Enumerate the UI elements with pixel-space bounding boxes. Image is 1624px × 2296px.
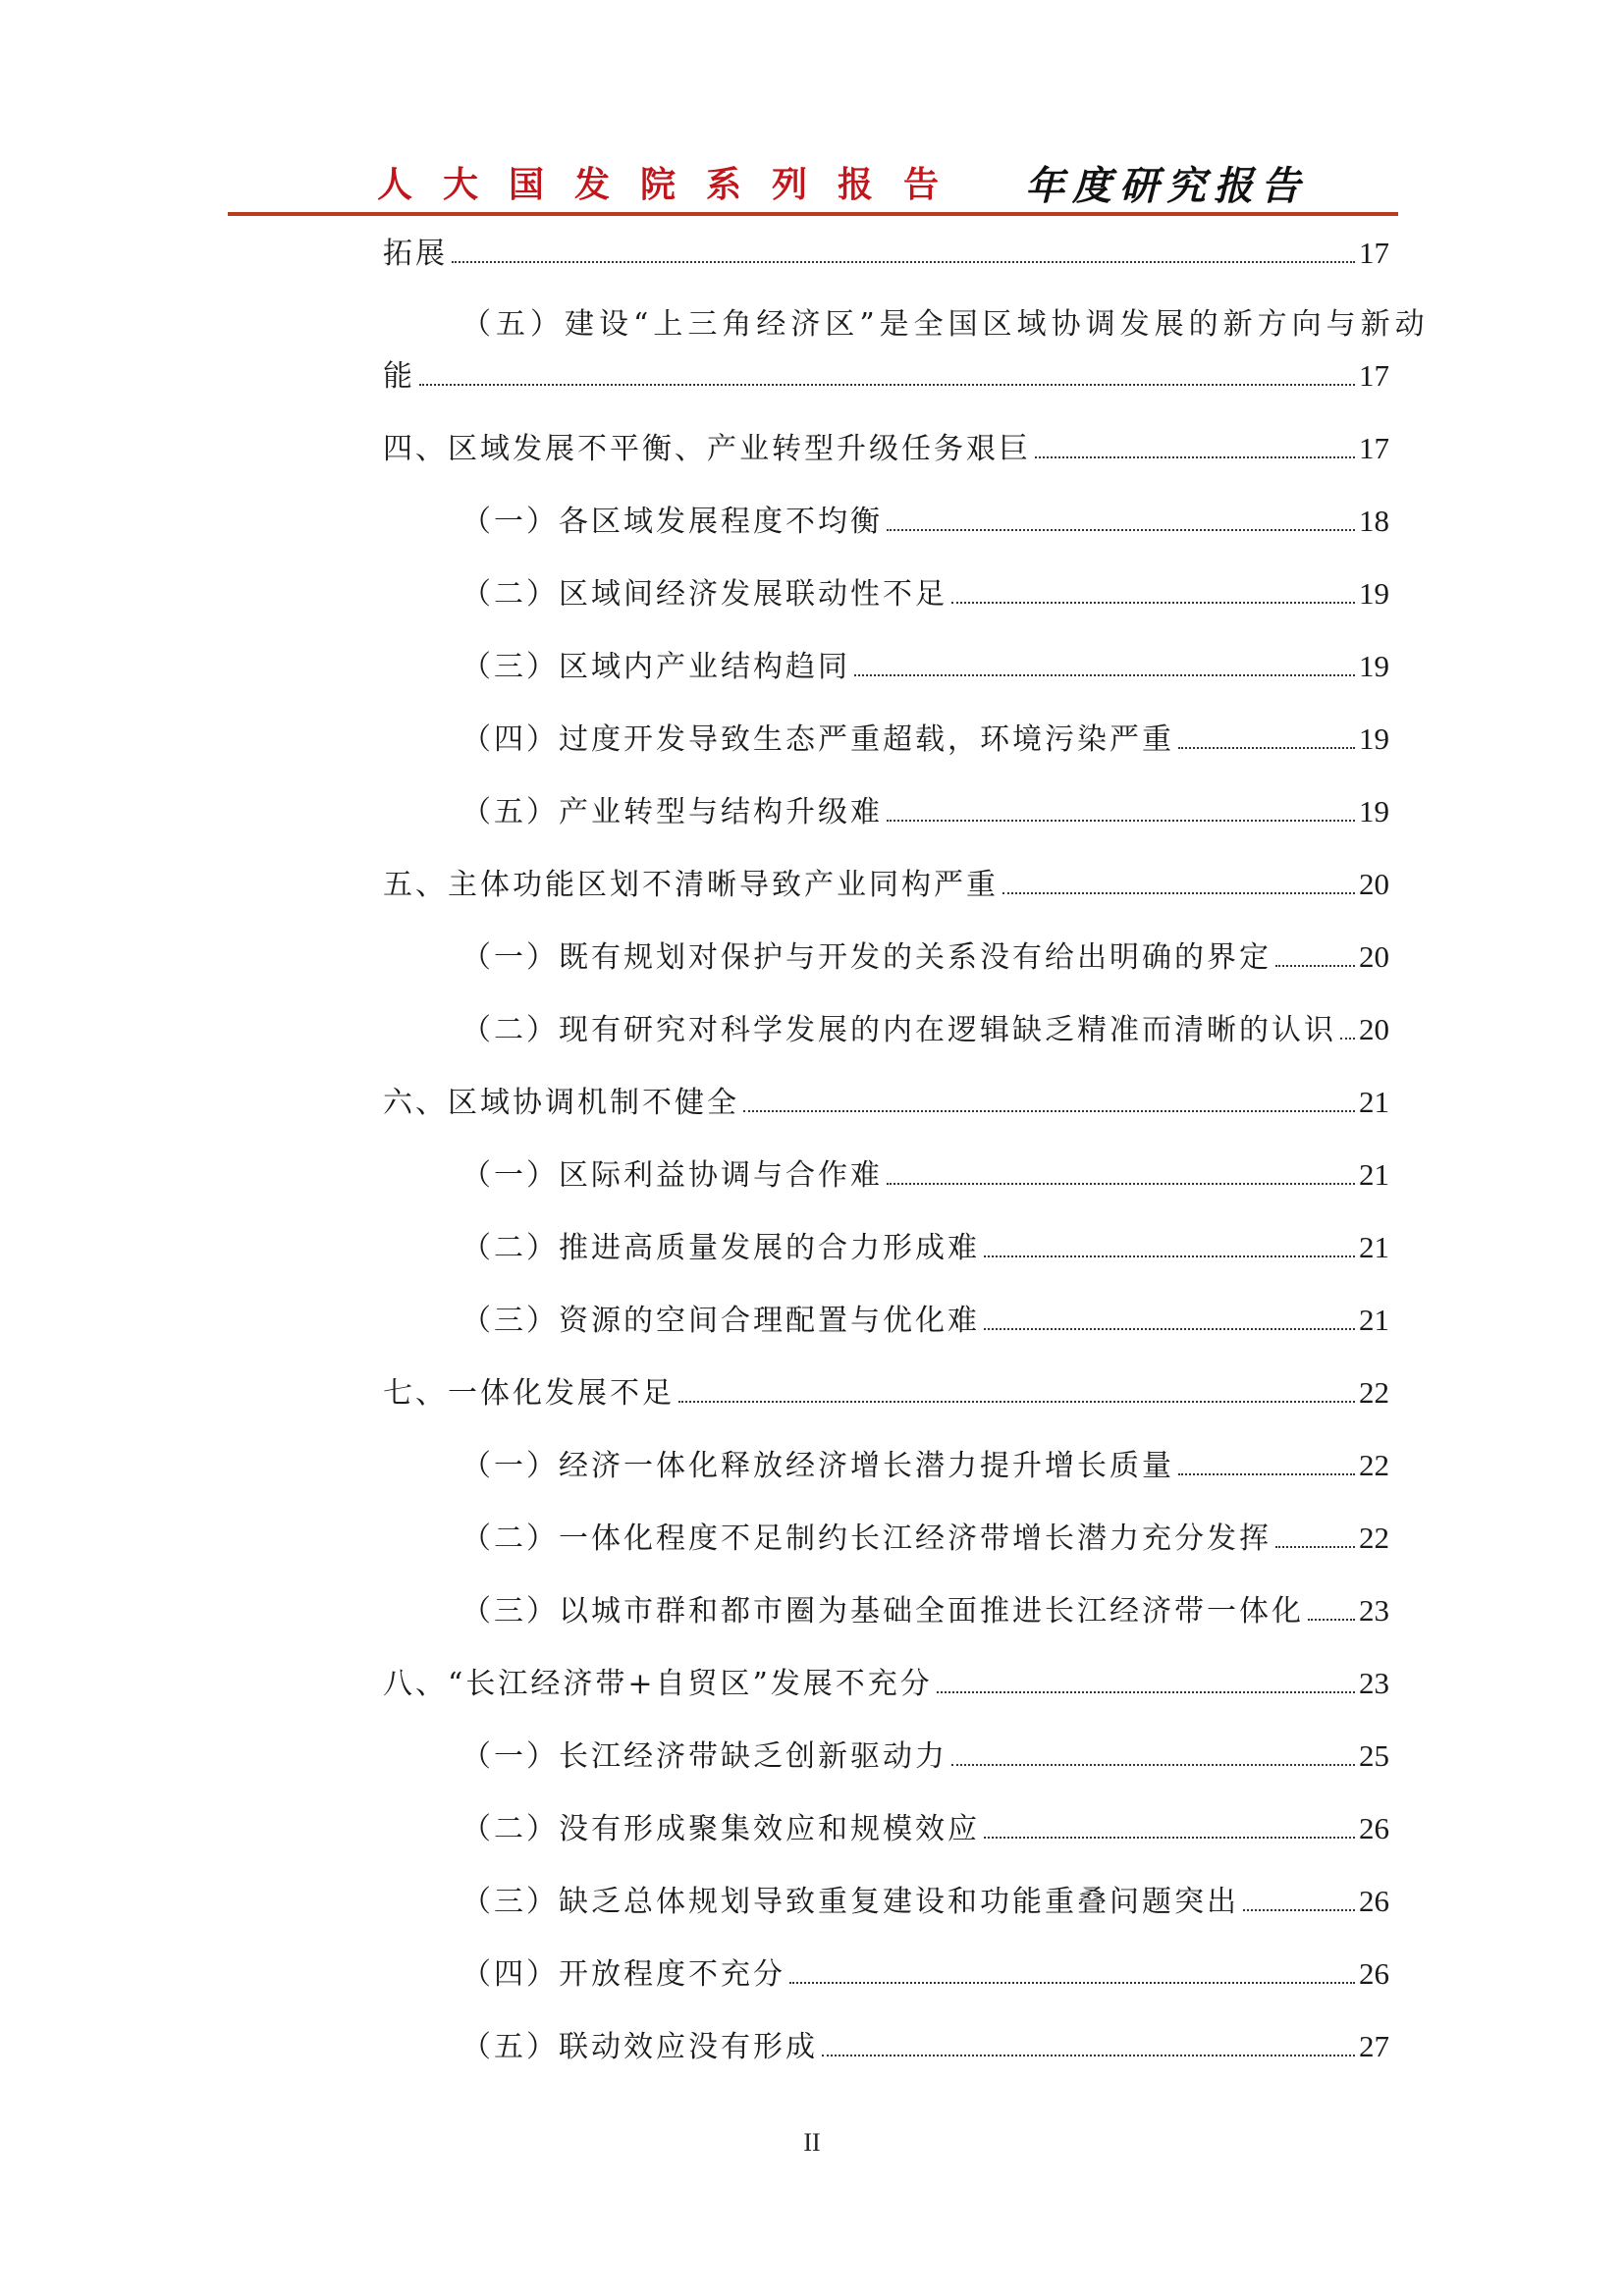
toc-entry-page: 25 bbox=[1359, 1738, 1389, 1773]
toc-entry-title: （三）以城市群和都市圈为基础全面推进长江经济带一体化 bbox=[461, 1594, 1304, 1629]
toc-entry-title: （二）现有研究对科学发展的内在逻辑缺乏精准而清晰的认识 bbox=[461, 1013, 1336, 1047]
toc-entry-title: 四、区域发展不平衡、产业转型升级任务艰巨 bbox=[383, 432, 1031, 466]
toc-entry-title: （三）区域内产业结构趋同 bbox=[461, 650, 850, 684]
toc-entry-page: 17 bbox=[1359, 358, 1389, 393]
toc-entry-page: 21 bbox=[1359, 1157, 1389, 1192]
toc-entry-wrapped-line[interactable]: （五）建设“上三角经济区”是全国区域协调发展的新方向与新动 bbox=[461, 307, 1430, 342]
toc-entry[interactable] bbox=[383, 932, 1389, 984]
dot-leader bbox=[678, 1401, 1355, 1403]
dot-leader bbox=[1275, 1546, 1355, 1548]
toc-entry-page: 19 bbox=[1359, 721, 1389, 756]
toc-entry-title: 八、“长江经济带+自贸区”发展不充分 bbox=[383, 1667, 933, 1701]
table-of-contents bbox=[383, 228, 1430, 2073]
toc-entry-page: 20 bbox=[1359, 1012, 1389, 1046]
toc-entry-title: （二）推进高质量发展的合力形成难 bbox=[461, 1231, 980, 1265]
toc-gap bbox=[383, 1710, 1389, 1731]
dot-leader bbox=[789, 1982, 1355, 1984]
toc-entry-page: 22 bbox=[1359, 1448, 1389, 1482]
toc-gap bbox=[383, 1492, 1389, 1513]
toc-gap bbox=[383, 1419, 1389, 1440]
toc-entry[interactable] bbox=[383, 1295, 1389, 1347]
toc-entry-continuation[interactable] bbox=[383, 228, 1389, 280]
toc-gap bbox=[383, 838, 1389, 859]
dot-leader bbox=[951, 602, 1355, 604]
toc-entry[interactable] bbox=[383, 1731, 1389, 1783]
dot-leader bbox=[984, 1255, 1355, 1257]
toc-entry[interactable] bbox=[383, 1367, 1389, 1419]
dot-leader bbox=[743, 1110, 1355, 1112]
report-title: 年度研究报告 bbox=[1025, 163, 1308, 209]
toc-entry-title: （四）过度开发导致生态严重超载，环境污染严重 bbox=[461, 722, 1174, 757]
dot-leader bbox=[1308, 1619, 1355, 1621]
dot-leader bbox=[887, 1183, 1355, 1185]
toc-entry-page: 21 bbox=[1359, 1230, 1389, 1264]
toc-entry-title: （二）没有形成聚集效应和规模效应 bbox=[461, 1812, 980, 1846]
dot-leader bbox=[822, 2055, 1355, 2056]
toc-entry-title: （一）长江经济带缺乏创新驱动力 bbox=[461, 1739, 947, 1774]
toc-gap bbox=[383, 1129, 1389, 1149]
toc-gap bbox=[383, 475, 1389, 496]
toc-entry-title: 拓展 bbox=[383, 237, 448, 271]
toc-gap bbox=[383, 1637, 1389, 1658]
toc-entry[interactable] bbox=[383, 1949, 1389, 2001]
toc-gap bbox=[383, 1855, 1389, 1876]
toc-entry-page: 23 bbox=[1359, 1593, 1389, 1628]
toc-entry-title: 七、一体化发展不足 bbox=[383, 1376, 675, 1411]
toc-gap bbox=[383, 620, 1389, 641]
toc-entry-page: 17 bbox=[1359, 236, 1389, 270]
toc-entry[interactable] bbox=[383, 1222, 1389, 1274]
toc-gap bbox=[383, 766, 1389, 786]
toc-entry-title: （五）产业转型与结构升级难 bbox=[461, 795, 883, 829]
toc-entry-title: 六、区域协调机制不健全 bbox=[383, 1086, 739, 1120]
dot-leader bbox=[1178, 1473, 1355, 1475]
toc-gap bbox=[383, 2001, 1389, 2021]
toc-entry-title: 五、主体功能区划不清晰导致产业同构严重 bbox=[383, 868, 999, 902]
toc-entry-page: 18 bbox=[1359, 504, 1389, 538]
toc-gap bbox=[383, 1928, 1389, 1949]
dot-leader bbox=[452, 261, 1355, 263]
toc-entry[interactable] bbox=[383, 423, 1389, 475]
dot-leader bbox=[1243, 1909, 1355, 1911]
toc-entry-title: （一）区际利益协调与合作难 bbox=[461, 1158, 883, 1193]
toc-entry[interactable] bbox=[383, 1077, 1389, 1129]
toc-entry[interactable] bbox=[383, 496, 1389, 548]
toc-gap bbox=[383, 1274, 1389, 1295]
dot-leader bbox=[1035, 456, 1355, 458]
dot-leader bbox=[951, 1764, 1355, 1766]
dot-leader bbox=[419, 384, 1355, 386]
toc-gap bbox=[383, 1201, 1389, 1222]
dot-leader bbox=[887, 529, 1355, 531]
toc-entry-title: （二）区域间经济发展联动性不足 bbox=[461, 577, 947, 612]
toc-entry-page: 22 bbox=[1359, 1375, 1389, 1410]
toc-entry-title: （四）开放程度不充分 bbox=[461, 1957, 785, 1992]
dot-leader bbox=[937, 1691, 1355, 1693]
toc-entry[interactable] bbox=[383, 1585, 1389, 1637]
series-title: 人大国发院系列报告 bbox=[377, 165, 970, 205]
dot-leader bbox=[1340, 1038, 1355, 1040]
dot-leader bbox=[887, 820, 1355, 822]
toc-entry[interactable] bbox=[383, 1004, 1389, 1056]
toc-entry[interactable] bbox=[383, 786, 1389, 838]
toc-entry-list bbox=[383, 402, 1389, 2073]
toc-gap bbox=[383, 693, 1389, 714]
toc-entry-page: 20 bbox=[1359, 939, 1389, 974]
toc-entry[interactable] bbox=[383, 641, 1389, 693]
dot-leader bbox=[1178, 747, 1355, 749]
toc-gap bbox=[383, 402, 1389, 423]
toc-entry-title: （三）资源的空间合理配置与优化难 bbox=[461, 1304, 980, 1338]
toc-entry[interactable] bbox=[383, 714, 1389, 766]
toc-entry-page: 26 bbox=[1359, 1884, 1389, 1918]
toc-entry-page: 19 bbox=[1359, 576, 1389, 611]
toc-entry-page: 27 bbox=[1359, 2029, 1389, 2063]
toc-entry[interactable] bbox=[383, 859, 1389, 911]
toc-entry-title: （一）各区域发展程度不均衡 bbox=[461, 505, 883, 539]
toc-entry-title: （五）联动效应没有形成 bbox=[461, 2030, 818, 2064]
toc-entry[interactable] bbox=[383, 1876, 1389, 1928]
toc-entry-page: 26 bbox=[1359, 1956, 1389, 1991]
toc-entry[interactable] bbox=[383, 1440, 1389, 1492]
dot-leader bbox=[984, 1328, 1355, 1330]
toc-entry[interactable] bbox=[383, 1658, 1389, 1710]
toc-entry-title: 能 bbox=[383, 359, 415, 394]
toc-gap bbox=[383, 1783, 1389, 1803]
toc-entry[interactable] bbox=[383, 2021, 1389, 2073]
toc-entry-page: 20 bbox=[1359, 867, 1389, 901]
dot-leader bbox=[854, 674, 1355, 676]
toc-entry-page: 17 bbox=[1359, 431, 1389, 465]
dot-leader bbox=[1275, 965, 1355, 967]
toc-gap bbox=[383, 1565, 1389, 1585]
toc-gap bbox=[383, 984, 1389, 1004]
dot-leader bbox=[984, 1837, 1355, 1839]
toc-entry-page: 19 bbox=[1359, 649, 1389, 683]
header-divider bbox=[228, 212, 1398, 216]
toc-entry-title: （三）缺乏总体规划导致重复建设和功能重叠问题突出 bbox=[461, 1885, 1239, 1919]
toc-entry-wrapped-continuation[interactable] bbox=[383, 350, 1389, 402]
page-header bbox=[230, 155, 1396, 210]
toc-entry[interactable] bbox=[383, 1149, 1389, 1201]
toc-gap bbox=[383, 1347, 1389, 1367]
toc-entry-page: 19 bbox=[1359, 794, 1389, 828]
toc-gap bbox=[383, 1056, 1389, 1077]
toc-entry-title: （一）经济一体化释放经济增长潜力提升增长质量 bbox=[461, 1449, 1174, 1483]
toc-gap bbox=[383, 911, 1389, 932]
dot-leader bbox=[1002, 892, 1355, 894]
toc-entry-page: 26 bbox=[1359, 1811, 1389, 1845]
toc-entry-page: 23 bbox=[1359, 1666, 1389, 1700]
toc-entry-page: 21 bbox=[1359, 1085, 1389, 1119]
toc-entry-title: （二）一体化程度不足制约长江经济带增长潜力充分发挥 bbox=[461, 1522, 1272, 1556]
toc-entry-title: （一）既有规划对保护与开发的关系没有给出明确的界定 bbox=[461, 940, 1272, 975]
toc-entry[interactable] bbox=[383, 1803, 1389, 1855]
toc-gap bbox=[383, 548, 1389, 568]
toc-entry[interactable] bbox=[383, 1513, 1389, 1565]
toc-entry-page: 22 bbox=[1359, 1521, 1389, 1555]
toc-entry[interactable] bbox=[383, 568, 1389, 620]
page-number: II bbox=[803, 2128, 821, 2157]
toc-entry-page: 21 bbox=[1359, 1303, 1389, 1337]
